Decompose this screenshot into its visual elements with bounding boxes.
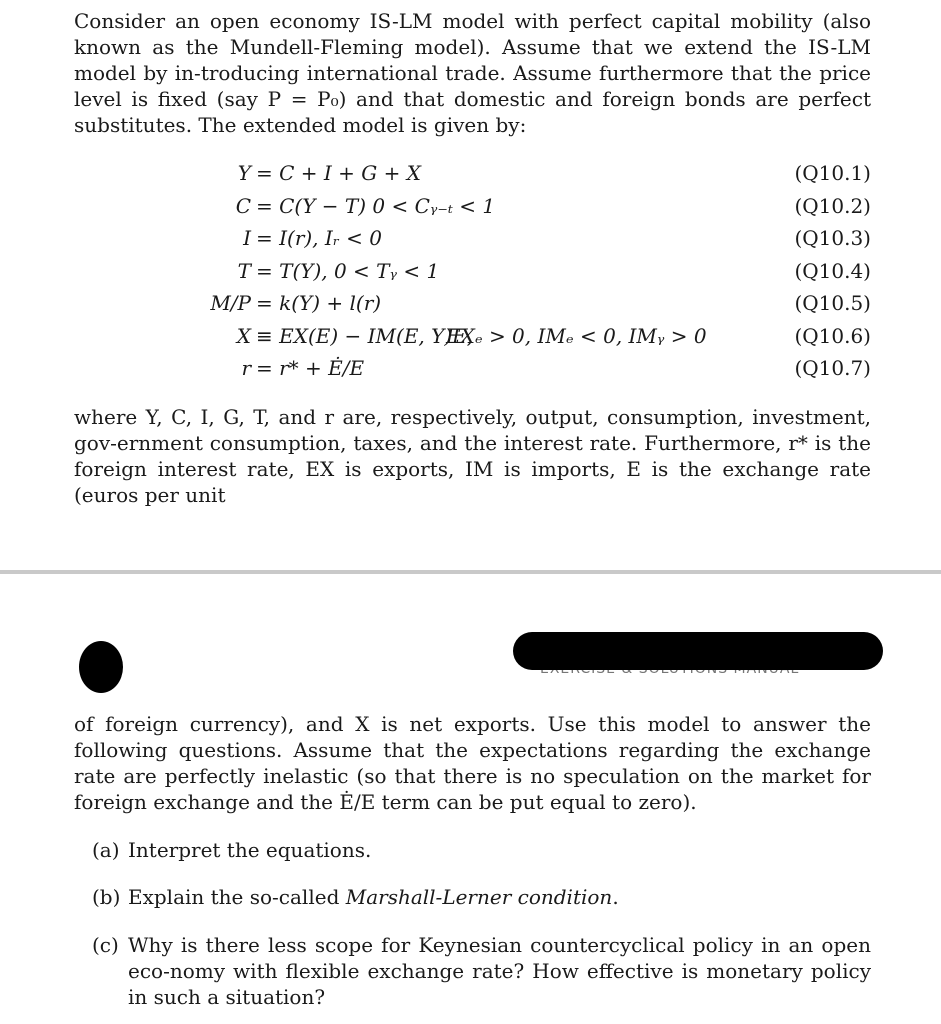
equation-lhs: C [235,193,251,218]
page-divider [0,570,941,574]
redaction-mark-bar [513,632,883,670]
question-text-prefix: Explain the so-called [128,885,346,909]
equation-rhs: = C(Y − T) 0 < Cᵧ₋ₜ < 1 [256,193,496,218]
equation-rhs: = C + I + G + X [256,161,421,185]
equation-row [74,225,871,258]
equation-lhs: Y [237,161,251,185]
question-item [92,837,871,863]
equation-number: (Q10.4) [794,258,871,283]
equation-lhs: r [241,356,251,380]
equation-number: (Q10.5) [794,291,871,315]
question-text [128,884,871,910]
equation-row [74,290,871,323]
equation-row [74,258,871,291]
equation-lhs: T [237,258,251,283]
equation-row [74,160,871,193]
question-label: (a) [92,838,120,862]
equation-number: (Q10.3) [794,226,871,250]
redaction-mark-circle [79,641,123,693]
equation-row [74,355,871,388]
question-item [92,884,871,910]
top-paragraph: Consider an open economy IS-LM model with perfect capital mobility (also known as the Mundell-Fleming model). Assume that we extend the IS-LM model by in-troducing international trade. Assume furthermore that the price level is fixed (say P = P₀) and that domestic and foreign bonds are perfect substitutes. The extended model is given by: [74,9,871,137]
equation-rhs: = I(r), Iᵣ < 0 [256,226,382,250]
bottom-paragraph: of foreign currency), and X is net exports. Use this model to answer the following questions. Assume that the expectations regarding the exchange rate are perfectly inelastic (so that there is no speculation on the market for foreign exchange and the Ė/E term can be put equal to zero). [74,712,871,814]
equation-number: (Q10.6) [794,323,871,348]
equation-lhs: X [236,323,251,348]
equation-number: (Q10.1) [794,161,871,185]
equation-number: (Q10.2) [794,193,871,218]
top-paragraph-block [74,8,871,138]
question-text-emphasis: Marshall-Lerner condition [345,885,613,909]
question-text: Why is there less scope for Keynesian countercyclical policy in an open eco-nomy with flexible exchange rate? How effective is monetary policy in such a situation? [128,933,871,1009]
equation-number: (Q10.7) [794,356,871,380]
bottom-paragraph-block [74,711,871,815]
question-label: (c) [92,933,119,957]
question-item [92,932,871,1010]
equation-lhs: M/P [210,291,251,315]
equation-system [74,160,871,388]
where-paragraph-block [74,404,871,508]
equation-lhs: I [243,226,251,250]
equation-row [74,193,871,226]
equation-rhs: ≡ EX(E) − IM(E, Y)E, [256,323,474,348]
equation-row [74,323,871,356]
question-label: (b) [92,885,121,909]
where-paragraph: where Y, C, I, G, T, and r are, respectively, output, consumption, investment, gov-ernment consumption, taxes, and the interest rate. Furthermore, r* is the foreign interest rate, EX is exports, IM is imports, E is the exchange rate (euros per unit [74,405,871,507]
equation-rhs: = r* + Ė/E [256,356,365,380]
equation-rhs: = T(Y), 0 < Tᵧ < 1 [256,258,440,283]
question-text-suffix: . [612,885,619,909]
equation-condition: EXₑ > 0, IMₑ < 0, IMᵧ > 0 [446,323,707,348]
question-text: Interpret the equations. [128,838,372,862]
equation-rhs: = k(Y) + l(r) [256,291,382,315]
